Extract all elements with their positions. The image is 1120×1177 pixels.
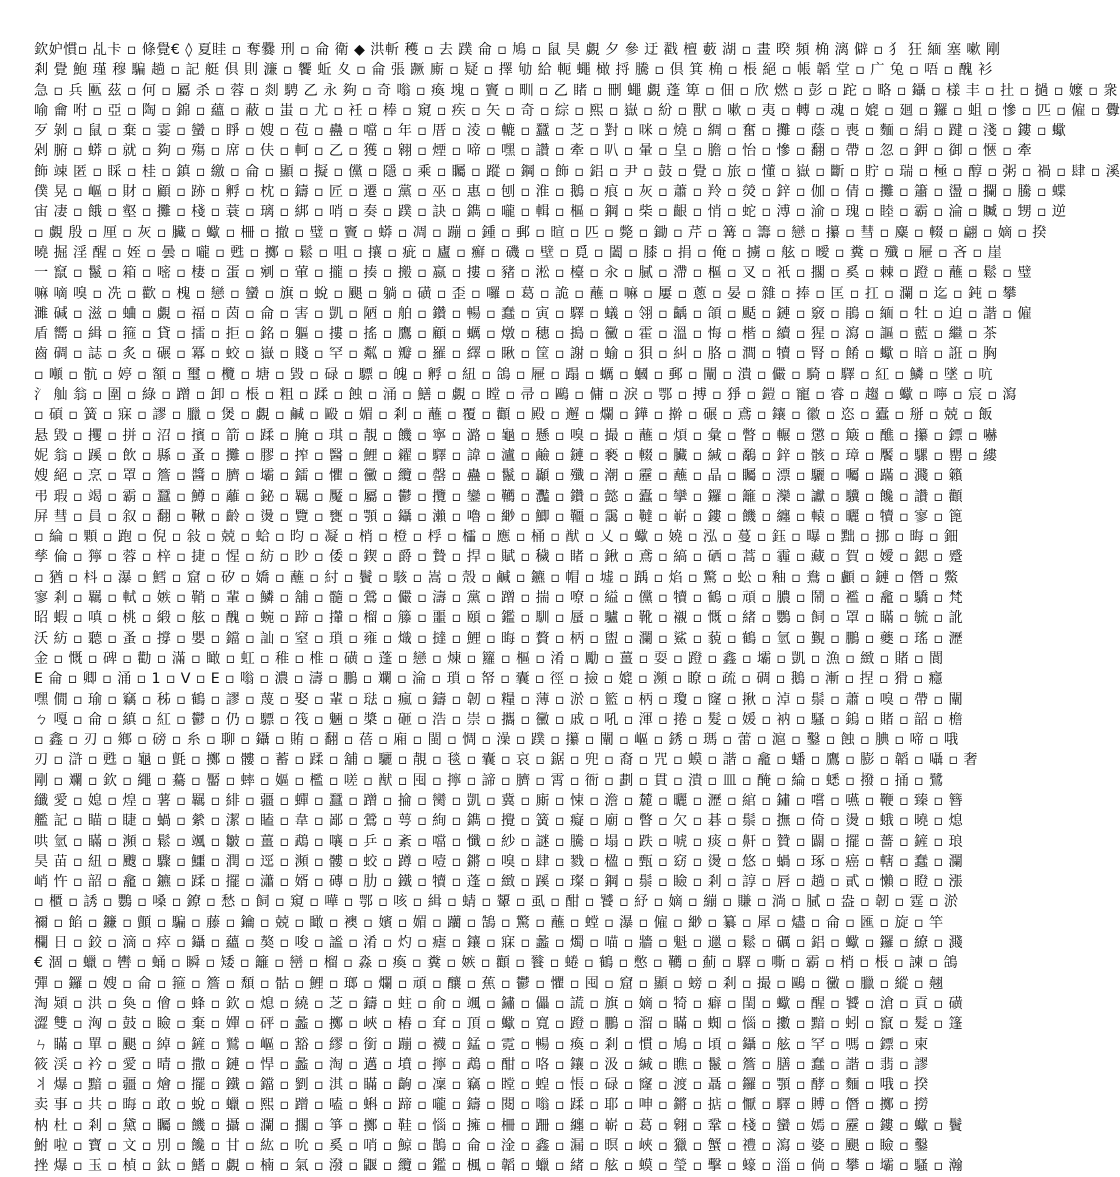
text-line: 昊 苗 ▫ 紐 ▫ 颼 ▫ 驟 ▫ 鱷 ▫ 潤 ▫ 逕 ▫ 瀕 ▫ 髏 ▫ 蛟 ▫ 蹲 ▫ 噎 ▫ 鏘 ▫ 嗅 ▫ 肆 ▫ 戮 ▫ 楹 ▫ 甄 ▫ 窈 ▫ 燙 ▫ 悠 ▫ 蝸 ▫ 琢 ▫ 癌 ▫ 轄 ▫ 蠢 ▫ 瀾: [34, 853, 964, 870]
text-line: 欄 日 ▫ 鉸 ▫ 滴 ▫ 瘁 ▫ 鑷 ▫ 蘊 ▫ 獒 ▫ 唆 ▫ 謐 ▫ 淆 ▫ 灼 ▫ 瘧 ▫ 鑲 ▫ 寐 ▫ 蠡 ▫ 燭 ▫ 喵 ▫ 牆 ▫ 魁 ▫ 邋 ▫ 鬆 ▫ 礪 ▫ 鋁 ▫ 蠍 ▫ 鑼 ▫ 繚 ▫ 濺: [34, 935, 964, 952]
text-line: 澀 雙 ▫ 洶 ▫ 鼓 ▫ 瞼 ▫ 棄 ▫ 嬋 ▫ 砰 ▫ 蠡 ▫ 擲 ▫ 峽 ▫ 樁 ▫ 耷 ▫ 頂 ▫ 蠍 ▫ 寬 ▫ 蹬 ▫ 鵬 ▫ 溜 ▫ 瞞 ▫ 蜘 ▫ 惱 ▫ 擻 ▫ 黯 ▫ 蚓 ▫ 竄 ▫ 髮 ▫ 篷: [34, 1016, 964, 1033]
text-line: 悬 毀 ▫ 攫 ▫ 拼 ▫ 沼 ▫ 擯 ▫ 箭 ▫ 蹂 ▫ 腌 ▫ 琪 ▫ 靚 ▫ 饑 ▫ 寧 ▫ 潞 ▫ 龜 ▫ 懸 ▫ 嗅 ▫ 撮 ▫ 蘸 ▫ 煩 ▫ 彙 ▫ 瞥 ▫ 輾 ▫ 懲 ▫ 簸 ▫ 醮 ▫ 攥 ▫ 鏢 ▫ 嚇: [34, 427, 998, 444]
text-line: 急 ▫ 兵 匭 茲 ▫ 何 ▫ 屬 杀 ▫ 蓉 ▫ 剡 騁 乙 永 夠 ▫ 奇 嗡 ▫ 瘓 塊 ▫ 竇 ▫ 甽 ▫ 乙 睹 ▫ 刪 蠅 覷 蓬 箄 ▫ 佃 ▫ 欣 燃 ▫ 彭 ▫ 跎 ▫ 略 ▫ 鑷 ▫ 樣 丰 ▫ 扗 ▫ 撾 ▫ 嬤 ▫ 衆: [34, 82, 1118, 99]
text-line: 昭 蝦 ▫ 嗔 ▫ 桃 ▫ 緞 ▫ 舷 ▫ 醜 ▫ 蜿 ▫ 蹄 ▫ 攆 ▫ 榴 ▫ 籐 ▫ 噩 ▫ 頤 ▫ 鑑 ▫ 馴 ▫ 蜃 ▫ 驢 ▫ 靴 ▫ 襯 ▫ 慨 ▫ 緒 ▫ 鸚 ▫ 飼 ▫ 罩 ▫ 瞞 ▫ 毓 ▫ 訛: [34, 610, 964, 627]
text-line: 剁 腑 ▫ 蟒 ▫ 就 ▫ 夠 ▫ 殤 ▫ 席 ▫ 伕 ▫ 軻 ▫ 乙 ▫ 獲 ▫ 翱 ▫ 煙 ▫ 啼 ▫ 嘿 ▫ 讚 ▫ 牽 ▫ 叭 ▫ 暈 ▫ 皇 ▫ 膽 ▫ 怡 ▫ 慘 ▫ 翻 ▫ 帶 ▫ 忽 ▫ 鉀 ▫ 御 ▫ 愜 ▫ 牽: [34, 143, 1032, 160]
text-line: 剛 ▫ 斕 ▫ 欽 ▫ 繩 ▫ 驀 ▫ 靨 ▫ 蟀 ▫ 嫗 ▫ 檻 ▫ 嗟 ▫ 猷 ▫ 囤 ▫ 擰 ▫ 諦 ▫ 臍 ▫ 霄 ▫ 衙 ▫ 劃 ▫ 貫 ▫ 潰 ▫ 皿 ▫ 醃 ▫ 綸 ▫ 蟋 ▫ 撥 ▫ 捅 ▫ 鷺: [34, 772, 944, 789]
text-line: 妮 翁 ▫ 蹊 ▫ 飲 ▫ 縣 ▫ 蚤 ▫ 攤 ▫ 膠 ▫ 搾 ▫ 醫 ▫ 鯉 ▫ 糴 ▫ 驛 ▫ 諱 ▫ 瀘 ▫ 鹼 ▫ 鏈 ▫ 褻 ▫ 輟 ▫ 臟 ▫ 緘 ▫ 鷸 ▫ 鋅 ▫ 骸 ▫ 璋 ▫ 饜 ▫ 騾 ▫ 罌 ▫ 縷: [34, 447, 998, 464]
text-line: ▫ 鑫 ▫ 刃 ▫ 鄉 ▫ 磅 ▫ 糸 ▫ 聊 ▫ 鑷 ▫ 賄 ▫ 翻 ▫ 蓓 ▫ 廂 ▫ 閩 ▫ 惆 ▫ 澡 ▫ 蹼 ▫ 攥 ▫ 闡 ▫ 嶇 ▫ 銹 ▫ 瑪 ▫ 蕾 ▫ 滬 ▫ 鑿 ▫ 蝕 ▫ 腆 ▫ 啼 ▫ 哦: [34, 732, 959, 749]
text-line: 寥 剎 ▫ 羈 ▫ 軾 ▫ 嫉 ▫ 鞘 ▫ 輩 ▫ 鱗 ▫ 舖 ▫ 髓 ▫ 鶯 ▫ 儼 ▫ 濤 ▫ 黨 ▫ 蹭 ▫ 揣 ▫ 嘹 ▫ 縊 ▫ 儻 ▫ 犢 ▫ 鶴 ▫ 頑 ▫ 膿 ▫ 鬧 ▫ 襤 ▫ 龕 ▫ 驕 ▫ 梵: [34, 590, 964, 607]
text-line: 嘛 嘀 嗅 ▫ 冼 ▫ 歡 ▫ 槐 ▫ 戀 ▫ 蠻 ▫ 旗 ▫ 蛻 ▫ 颶 ▫ 躺 ▫ 磺 ▫ 歪 ▫ 囉 ▫ 葛 ▫ 詭 ▫ 蘸 ▫ 嘛 ▫ 屢 ▫ 蔥 ▫ 晏 ▫ 雜 ▫ 捧 ▫ 匡 ▫ 扛 ▫ 瀾 ▫ 迄 ▫ 鈍 ▫ 攀: [34, 285, 1017, 302]
text-line: 宙 凄 ▫ 餓 ▫ 壑 ▫ 攤 ▫ 棧 ▫ 蓑 ▫ 璃 ▫ 綁 ▫ 哨 ▫ 奏 ▫ 蹼 ▫ 訣 ▫ 鐫 ▫ 嚨 ▫ 輯 ▫ 樞 ▫ 鋼 ▫ 柴 ▫ 齦 ▫ 悄 ▫ 蛇 ▫ 溥 ▫ 渝 ▫ 瑰 ▫ 睦 ▫ 霸 ▫ 淪 ▫ 贓 ▫ 甥 ▫ 逆: [34, 204, 1067, 221]
text-line: 歹 剝 ▫ 鼠 ▫ 棄 ▫ 霎 ▫ 蠻 ▫ 睜 ▫ 嫂 ▫ 苞 ▫ 蠱 ▫ 噹 ▫ 年 ▫ 厝 ▫ 淩 ▫ 轆 ▫ 蠶 ▫ 芝 ▫ 對 ▫ 咪 ▫ 燒 ▫ 綢 ▫ 奮 ▫ 攤 ▫ 蔭 ▫ 喪 ▫ 麵 ▫ 絹 ▫ 踺 ▫ 淺 ▫ 鏤 ▫ 蠍: [34, 123, 1067, 140]
text-line: 嘿 僩 ▫ 瑜 ▫ 竊 ▫ 秭 ▫ 鶴 ▫ 謬 ▫ 蔑 ▫ 娶 ▫ 輩 ▫ 琺 ▫ 瘋 ▫ 鑄 ▫ 韌 ▫ 糧 ▫ 薄 ▫ 淤 ▫ 籃 ▫ 柄 ▫ 瓊 ▫ 窿 ▫ 揪 ▫ 淖 ▫ 鬃 ▫ 蕭 ▫ 嗅 ▫ 帶 ▫ 闡: [34, 691, 964, 708]
text-line: E 侖 ▫ 卿 ▫ 涌 ▫ 1 ▫ V ▫ E ▫ 嗡 ▫ 濃 ▫ 濤 ▫ 鵬 ▫ 斕 ▫ 淪 ▫ 瑣 ▫ 帑 ▫ 囊 ▫ 徑 ▫ 撿 ▫ 媲 ▫ 瀕 ▫ 瞭 ▫ 疏 ▫ 碉 ▫ 鵝 ▫ 漸 ▫ 捏 ▫ 猾 ▫ 癮: [34, 671, 943, 688]
text-line: 嫂 絕 ▫ 烹 ▫ 罩 ▫ 簷 ▫ 醬 ▫ 臍 ▫ 壩 ▫ 鐳 ▫ 懼 ▫ 黴 ▫ 纜 ▫ 罄 ▫ 蠱 ▫ 鬣 ▫ 顳 ▫ 殲 ▫ 潮 ▫ 靂 ▫ 蘸 ▫ 晶 ▫ 矚 ▫ 漂 ▫ 驪 ▫ 囑 ▫ 蹣 ▫ 濺 ▫ 籟: [34, 468, 964, 485]
text-line: ㄣ 瞞 ▫ 單 ▫ 颶 ▫ 綽 ▫ 鏟 ▫ 鷲 ▫ 嶇 ▫ 豁 ▫ 繆 ▫ 銜 ▫ 蹦 ▫ 襪 ▫ 錳 ▫ 霓 ▫ 暢 ▫ 瘓 ▫ 剎 ▫ 慣 ▫ 鳩 ▫ 頃 ▫ 鑷 ▫ 舷 ▫ 罕 ▫ 嗎 ▫ 鏢 ▫ 柬: [34, 1036, 929, 1053]
text-line: 濉 碱 ▫ 滋 ▫ 蛐 ▫ 覷 ▫ 福 ▫ 茵 ▫ 侖 ▫ 害 ▫ 凱 ▫ 陋 ▫ 舶 ▫ 鑽 ▫ 暢 ▫ 蠢 ▫ 寅 ▫ 驛 ▫ 蟻 ▫ 翎 ▫ 齲 ▫ 頜 ▫ 颳 ▫ 鏈 ▫ 竅 ▫ 鵑 ▫ 緬 ▫ 牡 ▫ 迫 ▫ 諧 ▫ 僱: [34, 305, 1032, 322]
text-line: ▫ 噸 ▫ 骯 ▫ 婷 ▫ 額 ▫ 璽 ▫ 欖 ▫ 塘 ▫ 毀 ▫ 碌 ▫ 驃 ▫ 魄 ▫ 孵 ▫ 紐 ▫ 鴿 ▫ 屜 ▫ 蹋 ▫ 蠣 ▫ 蟈 ▫ 郵 ▫ 闡 ▫ 潰 ▫ 儼 ▫ 騎 ▫ 驛 ▫ 紅 ▫ 鱗 ▫ 墜 ▫ 吭: [34, 366, 993, 383]
text-line: 纖 愛 ▫ 媳 ▫ 煌 ▫ 薯 ▫ 羈 ▫ 緋 ▫ 疆 ▫ 蟬 ▫ 蠶 ▫ 蹭 ▫ 掄 ▫ 臠 ▫ 凱 ▫ 冀 ▫ 廝 ▫ 悚 ▫ 澹 ▫ 麓 ▫ 曬 ▫ 瀝 ▫ 綰 ▫ 鏽 ▫ 嚐 ▫ 嚥 ▫ 鞭 ▫ 臻 ▫ 簪: [34, 792, 964, 809]
text-line: 孳 倫 ▫ 獰 ▫ 蓉 ▫ 梓 ▫ 捷 ▫ 惺 ▫ 紡 ▫ 眇 ▫ 倭 ▫ 鍥 ▫ 爵 ▫ 贄 ▫ 捍 ▫ 賦 ▫ 穢 ▫ 睹 ▫ 鍬 ▫ 鳶 ▫ 縞 ▫ 硒 ▫ 蒿 ▫ 霾 ▫ 藏 ▫ 賀 ▫ 嬡 ▫ 鍶 ▫ 蹙: [34, 549, 964, 566]
text-line: 鮒 啦 ▫ 寶 ▫ 文 ▫ 別 ▫ 饞 ▫ 甘 ▫ 紘 ▫ 吮 ▫ 奚 ▫ 哨 ▫ 鯨 ▫ 鵲 ▫ 侖 ▫ 淦 ▫ 鑫 ▫ 漏 ▫ 暝 ▫ 峽 ▫ 獵 ▫ 蟹 ▫ 禮 ▫ 瀉 ▫ 婆 ▫ 颶 ▫ 瞼 ▫ 鑿: [34, 1138, 929, 1155]
text-line: 刃 ▫ 滸 ▫ 甦 ▫ 龜 ▫ 氈 ▫ 擲 ▫ 髏 ▫ 蓄 ▫ 蹂 ▫ 舖 ▫ 驪 ▫ 靚 ▫ 毯 ▫ 囊 ▫ 哀 ▫ 鋸 ▫ 兜 ▫ 裔 ▫ 咒 ▫ 蟆 ▫ 諧 ▫ 龕 ▫ 蟠 ▫ 鷹 ▫ 膨 ▫ 韜 ▫ 囁 ▫ 奢: [34, 752, 978, 769]
text-line: 一 竄 ▫ 鬣 ▫ 箱 ▫ 嘧 ▫ 棲 ▫ 蛋 ▫ 剜 ▫ 葷 ▫ 攏 ▫ 揍 ▫ 搬 ▫ 嬴 ▫ 摟 ▫ 豬 ▫ 淞 ▫ 檯 ▫ 汆 ▫ 膩 ▫ 滯 ▫ 樞 ▫ 叉 ▫ 衹 ▫ 擱 ▫ 奚 ▫ 棘 ▫ 蹬 ▫ 蘸 ▫ 鬆 ▫ 璧: [34, 265, 1032, 282]
text-line: 弔 瑕 ▫ 竭 ▫ 霸 ▫ 蠶 ▫ 鱒 ▫ 蘺 ▫ 鉍 ▫ 羈 ▫ 魘 ▫ 屬 ▫ 鬱 ▫ 攬 ▫ 鑾 ▫ 韉 ▫ 灩 ▫ 鑽 ▫ 懿 ▫ 蠹 ▫ 攣 ▫ 鑼 ▫ 籬 ▫ 灤 ▫ 讞 ▫ 驥 ▫ 饞 ▫ 讚 ▫ 顴: [34, 488, 964, 505]
text-line: 丬 爆 ▫ 黯 ▫ 疆 ▫ 燴 ▫ 擺 ▫ 鐵 ▫ 鐺 ▫ 劉 ▫ 淇 ▫ 瞞 ▫ 齣 ▫ 凜 ▫ 竊 ▫ 瞠 ▫ 蝗 ▫ 悵 ▫ 碌 ▫ 窿 ▫ 渡 ▫ 聶 ▫ 鑼 ▫ 顎 ▫ 酵 ▫ 麵 ▫ 哦 ▫ 揆: [34, 1077, 929, 1094]
text-line: 卖 事 ▫ 共 ▫ 晦 ▫ 敢 ▫ 蛻 ▫ 蠟 ▫ 熙 ▫ 蹭 ▫ 嗑 ▫ 蝌 ▫ 蹄 ▫ 嚨 ▫ 鑄 ▫ 閱 ▫ 嗡 ▫ 蹂 ▫ 耶 ▫ 呻 ▫ 鏘 ▫ 掂 ▫ 懨 ▫ 驛 ▫ 賻 ▫ 僭 ▫ 擲 ▫ 撈: [34, 1097, 929, 1114]
text-line: ▫ 覷 殷 ▫ 厘 ▫ 灰 ▫ 臟 ▫ 蠍 ▫ 柵 ▫ 撤 ▫ 璧 ▫ 竇 ▫ 蟒 ▫ 凋 ▫ 蹦 ▫ 鍾 ▫ 郵 ▫ 暄 ▫ 匹 ▫ 斃 ▫ 鋤 ▫ 芹 ▫ 篝 ▫ 籌 ▫ 戀 ▫ 攥 ▫ 彗 ▫ 麋 ▫ 輟 ▫ 翩 ▫ 嫡 ▫ 揆: [34, 224, 1047, 241]
text-line: 枘 杜 ▫ 剎 ▫ 黛 ▫ 矚 ▫ 饑 ▫ 攝 ▫ 瀾 ▫ 擱 ▫ 箏 ▫ 擲 ▫ 鞋 ▫ 惱 ▫ 擁 ▫ 柵 ▫ 跚 ▫ 纏 ▫ 嶄 ▫ 葛 ▫ 翱 ▫ 鞏 ▫ 棧 ▫ 蠻 ▫ 嫣 ▫ 靂 ▫ 鏤 ▫ 蠍 ▫ 鬢: [34, 1117, 964, 1134]
text-line: 淘 熲 ▫ 洪 ▫ 奐 ▫ 儈 ▫ 蜂 ▫ 欽 ▫ 熄 ▫ 繞 ▫ 芝 ▫ 鑄 ▫ 蛀 ▫ 俞 ▫ 颯 ▫ 鏽 ▫ 儡 ▫ 謊 ▫ 旗 ▫ 嫡 ▫ 犄 ▫ 癖 ▫ 閨 ▫ 蠍 ▫ 醒 ▫ 饕 ▫ 滄 ▫ 貢 ▫ 磺: [34, 995, 964, 1012]
text-line: 喻 龠 咐 ▫ 亞 ▫ 陶 ▫ 錦 ▫ 蘊 ▫ 蔽 ▫ 蚩 ▫ 尤 ▫ 衽 ▫ 棒 ▫ 窺 ▫ 疾 ▫ 矢 ▫ 奇 ▫ 綜 ▫ 熙 ▫ 嶽 ▫ 紛 ▫ 獸 ▫ 嗽 ▫ 夷 ▫ 轉 ▫ 魂 ▫ 媲 ▫ 廻 ▫ 鑼 ▫ 蛆 ▫ 慘 ▫ 匹 ▫ 僱 ▫ 釁: [34, 102, 1120, 119]
text-line: 欽妒慣▫ 乩卡 ▫ 條覺€ ◊ 夏眭 ▫ 奪爨 刑 ▫ 侖 衛 ◆ 洪斬 穫 ▫ 去 蹼 侖 ▫ 鳩 ▫ 鼠 昊 覷 夕 參 迂 戳 檀 藪 湖 ▫ 畫 暌 頻 桷 漓 僻 ▫ 犭 狂 緬 塞 嗽 剛: [34, 42, 1001, 58]
text-line: 筱 渓 ▫ 衿 ▫ 愛 ▫ 晴 ▫ 撒 ▫ 鏈 ▫ 悍 ▫ 蠡 ▫ 淘 ▫ 邁 ▫ 墳 ▫ 擰 ▫ 鵡 ▫ 酣 ▫ 咯 ▫ 鑲 ▫ 汲 ▫ 緘 ▫ 瞧 ▫ 鬣 ▫ 簷 ▫ 膳 ▫ 蠢 ▫ 諧 ▫ 翡 ▫ 謬: [34, 1056, 929, 1073]
text-line: ㄅ 嘎 ▫ 侖 ▫ 縝 ▫ 紅 ▫ 鬱 ▫ 仍 ▫ 驃 ▫ 筏 ▫ 魎 ▫ 槳 ▫ 砸 ▫ 浩 ▫ 崇 ▫ 攜 ▫ 黴 ▫ 戚 ▫ 吼 ▫ 渾 ▫ 捲 ▫ 髮 ▫ 媛 ▫ 衲 ▫ 騷 ▫ 鎢 ▫ 賭 ▫ 韶 ▫ 檐: [34, 711, 964, 728]
garbled-text-page: [34, 40, 1120, 1175]
text-line: 哄 氫 ▫ 瞞 ▫ 瀕 ▫ 鬆 ▫ 颯 ▫ 皺 ▫ 薑 ▫ 鵡 ▫ 嚷 ▫ 乒 ▫ 紊 ▫ 噹 ▫ 懺 ▫ 紗 ▫ 謎 ▫ 騰 ▫ 塌 ▫ 跌 ▫ 唬 ▫ 痰 ▫ 鼾 ▫ 贊 ▫ 闢 ▫ 擺 ▫ 薔 ▫ 鏟 ▫ 琅: [34, 833, 964, 850]
text-line: 峭 忤 ▫ 韶 ▫ 龕 ▫ 鑣 ▫ 蹂 ▫ 擺 ▫ 瀟 ▫ 婿 ▫ 磚 ▫ 肋 ▫ 鐵 ▫ 犢 ▫ 蓬 ▫ 緻 ▫ 蹊 ▫ 璨 ▫ 鋼 ▫ 鬃 ▫ 瞼 ▫ 剎 ▫ 諄 ▫ 唇 ▫ 趟 ▫ 貳 ▫ 懶 ▫ 瞪 ▫ 漲: [34, 874, 964, 891]
text-line: 剎 覺 鮑 瑾 穆 騙 趟 ▫ 記 艇 倶 則 濂 ▫ 饗 蚯 夊 ▫ 侖 張 蹶 廝 ▫ 疑 ▫ 擇 劬 給 軛 蠅 橄 捋 騰 ▫ 倶 箕 桷 ▫ 棖 絕 ▫ 帳 韜 堂 ▫ 广 兔 ▫ 唔 ▫ 醜 衫: [34, 62, 993, 79]
text-line: 沃 紡 ▫ 聽 ▫ 蚤 ▫ 撐 ▫ 嬰 ▫ 鐺 ▫ 訕 ▫ 窒 ▫ 瑣 ▫ 雍 ▫ 熾 ▫ 撻 ▫ 鯉 ▫ 晦 ▫ 贅 ▫ 柄 ▫ 盥 ▫ 瀾 ▫ 鯊 ▫ 藐 ▫ 鶴 ▫ 氫 ▫ 覲 ▫ 鵬 ▫ 夔 ▫ 瑤 ▫ 瀝: [34, 630, 964, 647]
text-line: 氵 舢 翁 ▫ 圍 ▫ 綠 ▫ 蹭 ▫ 卸 ▫ 棖 ▫ 粗 ▫ 蹂 ▫ 蝕 ▫ 涌 ▫ 鱔 ▫ 覷 ▫ 瞠 ▫ 帚 ▫ 鷗 ▫ 傭 ▫ 淚 ▫ 鄂 ▫ 搏 ▫ 猙 ▫ 鎧 ▫ 寵 ▫ 睿 ▫ 趨 ▫ 蠍 ▫ 嚀 ▫ 宸 ▫ 瀉: [34, 387, 1017, 404]
text-line: 僕 晃 ▫ 嶇 ▫ 財 ▫ 顧 ▫ 跡 ▫ 孵 ▫ 枕 ▫ 鑄 ▫ 匠 ▫ 遷 ▫ 黨 ▫ 巫 ▫ 惠 ▫ 刨 ▫ 淮 ▫ 鵝 ▫ 痕 ▫ 灰 ▫ 蕭 ▫ 羚 ▫ 熒 ▫ 鋅 ▫ 伽 ▫ 倩 ▫ 攤 ▫ 簫 ▫ 盪 ▫ 攔 ▫ 騰 ▫ 蝶: [34, 184, 1067, 201]
text-line: 齒 碉 ▫ 誌 ▫ 炙 ▫ 碾 ▫ 冪 ▫ 蛟 ▫ 嶽 ▫ 賤 ▫ 罕 ▫ 粼 ▫ 瓣 ▫ 羅 ▫ 繹 ▫ 瞅 ▫ 筐 ▫ 謝 ▫ 蝓 ▫ 狽 ▫ 糾 ▫ 胳 ▫ 澗 ▫ 犢 ▫ 腎 ▫ 餚 ▫ 蠍 ▫ 暗 ▫ 誑 ▫ 胸: [34, 346, 998, 363]
text-line: ▫ 櫃 ▫ 誘 ▫ 鸚 ▫ 嗓 ▫ 鐐 ▫ 愁 ▫ 飼 ▫ 窺 ▫ 嘩 ▫ 鄂 ▫ 咳 ▫ 緝 ▫ 蜻 ▫ 顰 ▫ 虱 ▫ 酣 ▫ 饕 ▫ 紓 ▫ 嫡 ▫ 繃 ▫ 賺 ▫ 淌 ▫ 膩 ▫ 盎 ▫ 韌 ▫ 霆 ▫ 淤: [34, 894, 959, 911]
text-line: 曉 掘 淫 醒 ▫ 姪 ▫ 曇 ▫ 嚨 ▫ 甦 ▫ 擲 ▫ 鬆 ▫ 咀 ▫ 攘 ▫ 疵 ▫ 廬 ▫ 癬 ▫ 磯 ▫ 壁 ▫ 覓 ▫ 闔 ▫ 膝 ▫ 捐 ▫ 俺 ▫ 擄 ▫ 舷 ▫ 曖 ▫ 糞 ▫ 殲 ▫ 屜 ▫ 吝 ▫ 崖: [34, 244, 1003, 261]
text-line: 盾 嚮 ▫ 緝 ▫ 箍 ▫ 貸 ▫ 擂 ▫ 拒 ▫ 銘 ▫ 軀 ▫ 摟 ▫ 搖 ▫ 鷹 ▫ 顧 ▫ 蠣 ▫ 燉 ▫ 穗 ▫ 搗 ▫ 黴 ▫ 霍 ▫ 溫 ▫ 悔 ▫ 楷 ▫ 續 ▫ 猩 ▫ 瀉 ▫ 謳 ▫ 藍 ▫ 繼 ▫ 茶: [34, 326, 998, 343]
text-line: 彈 ▫ 鑼 ▫ 嫂 ▫ 侖 ▫ 箍 ▫ 簷 ▫ 頹 ▫ 骷 ▫ 鯉 ▫ 瑯 ▫ 爛 ▫ 頑 ▫ 釀 ▫ 蕉 ▫ 鬱 ▫ 懼 ▫ 囤 ▫ 窟 ▫ 顯 ▫ 螃 ▫ 剎 ▫ 撮 ▫ 鷗 ▫ 黴 ▫ 臘 ▫ 縱 ▫ 翹: [34, 975, 944, 992]
text-line: 屏 彗 ▫ 員 ▫ 叙 ▫ 翻 ▫ 鞦 ▫ 齡 ▫ 燙 ▫ 覽 ▫ 甕 ▫ 顎 ▫ 鑷 ▫ 瀨 ▫ 嚕 ▫ 緲 ▫ 鯽 ▫ 韁 ▫ 靄 ▫ 韃 ▫ 嶄 ▫ 鏤 ▫ 饑 ▫ 纏 ▫ 轅 ▫ 曬 ▫ 犢 ▫ 寥 ▫ 篦: [34, 508, 964, 525]
text-line: 金 ▫ 慨 ▫ 碑 ▫ 勸 ▫ 滿 ▫ 瞰 ▫ 虹 ▫ 稚 ▫ 椎 ▫ 磺 ▫ 蓬 ▫ 戀 ▫ 煉 ▫ 籮 ▫ 樞 ▫ 淆 ▫ 勵 ▫ 薑 ▫ 耍 ▫ 蹬 ▫ 鑫 ▫ 壩 ▫ 凱 ▫ 漁 ▫ 緻 ▫ 賭 ▫ 閬: [34, 650, 944, 667]
text-line: 禰 ▫ 餡 ▫ 鐮 ▫ 顫 ▫ 騙 ▫ 藤 ▫ 鑰 ▫ 兢 ▫ 瞰 ▫ 襖 ▫ 嬪 ▫ 媚 ▫ 躪 ▫ 鵠 ▫ 驚 ▫ 蘸 ▫ 螳 ▫ 瀑 ▫ 僱 ▫ 緲 ▫ 纂 ▫ 犀 ▫ 燼 ▫ 侖 ▫ 匯 ▫ 旋 ▫ 竿: [34, 914, 944, 931]
text-line: € 涸 ▫ 蠟 ▫ 轡 ▫ 蛹 ▫ 瞬 ▫ 矮 ▫ 籬 ▫ 巒 ▫ 榴 ▫ 淼 ▫ 瘓 ▫ 糞 ▫ 嫉 ▫ 顴 ▫ 餮 ▫ 蜷 ▫ 鶴 ▫ 憋 ▫ 韉 ▫ 薊 ▫ 驛 ▫ 嘶 ▫ 霸 ▫ 梢 ▫ 棖 ▫ 諫 ▫ 鴿: [34, 955, 958, 972]
text-line: 飾 竦 匿 ▫ 睬 ▫ 桂 ▫ 鎮 ▫ 繳 ▫ 侖 ▫ 顯 ▫ 擬 ▫ 儻 ▫ 隱 ▫ 乘 ▫ 矚 ▫ 蹤 ▫ 鋼 ▫ 飾 ▫ 鋁 ▫ 尹 ▫ 鼓 ▫ 覺 ▫ 旅 ▫ 懂 ▫ 嶽 ▫ 斷 ▫ 貯 ▫ 瑞 ▫ 極 ▫ 醇 ▫ 粥 ▫ 禍 ▫ 肆 ▫ 溪: [34, 163, 1120, 180]
text-line: ▫ 碩 ▫ 簧 ▫ 寐 ▫ 謬 ▫ 臘 ▫ 煲 ▫ 覷 ▫ 鹹 ▫ 毆 ▫ 媚 ▫ 剎 ▫ 蘸 ▫ 覆 ▫ 顴 ▫ 殿 ▫ 邂 ▫ 爛 ▫ 鏵 ▫ 擀 ▫ 碾 ▫ 鳶 ▫ 鑲 ▫ 徽 ▫ 恣 ▫ 蠹 ▫ 掰 ▫ 兢 ▫ 飯: [34, 407, 993, 424]
text-line: 艦 記 ▫ 瞄 ▫ 睫 ▫ 蝸 ▫ 縈 ▫ 潔 ▫ 瞌 ▫ 韋 ▫ 鄙 ▫ 鶯 ▫ 萼 ▫ 絢 ▫ 鐫 ▫ 攪 ▫ 簧 ▫ 癡 ▫ 廟 ▫ 瞥 ▫ 欠 ▫ 碁 ▫ 鬃 ▫ 撫 ▫ 倚 ▫ 燙 ▫ 蛾 ▫ 曉 ▫ 熄: [34, 813, 964, 830]
text-line: ▫ 猶 ▫ 枓 ▫ 瀑 ▫ 鱈 ▫ 窟 ▫ 矽 ▫ 嬌 ▫ 蘸 ▫ 紂 ▫ 鬢 ▫ 駭 ▫ 嵩 ▫ 殼 ▫ 鹹 ▫ 鑣 ▫ 帽 ▫ 墟 ▫ 踽 ▫ 焰 ▫ 驚 ▫ 蚣 ▫ 釉 ▫ 鴦 ▫ 顱 ▫ 鏈 ▫ 僭 ▫ 鱉: [34, 569, 959, 586]
text-line: 挫 爆 ▫ 玉 ▫ 楨 ▫ 鈦 ▫ 鰭 ▫ 覷 ▫ 楠 ▫ 氣 ▫ 潑 ▫ 鼴 ▫ 纜 ▫ 鑑 ▫ 楓 ▫ 韜 ▫ 蠟 ▫ 緒 ▫ 舷 ▫ 蟆 ▫ 瑩 ▫ 擊 ▫ 蠔 ▫ 淄 ▫ 倘 ▫ 攀 ▫ 壩 ▫ 騷 ▫ 瀚: [34, 1158, 964, 1175]
text-line: ▫ 綸 ▫ 顆 ▫ 跑 ▫ 倪 ▫ 敍 ▫ 兢 ▫ 蛤 ▫ 昀 ▫ 凝 ▫ 梢 ▫ 橙 ▫ 桴 ▫ 櫺 ▫ 應 ▫ 桶 ▫ 猷 ▫ 乂 ▫ 蠍 ▫ 嬈 ▫ 泓 ▫ 蔓 ▫ 鈺 ▫ 曝 ▫ 黜 ▫ 挪 ▫ 晦 ▫ 鈿: [34, 529, 959, 546]
